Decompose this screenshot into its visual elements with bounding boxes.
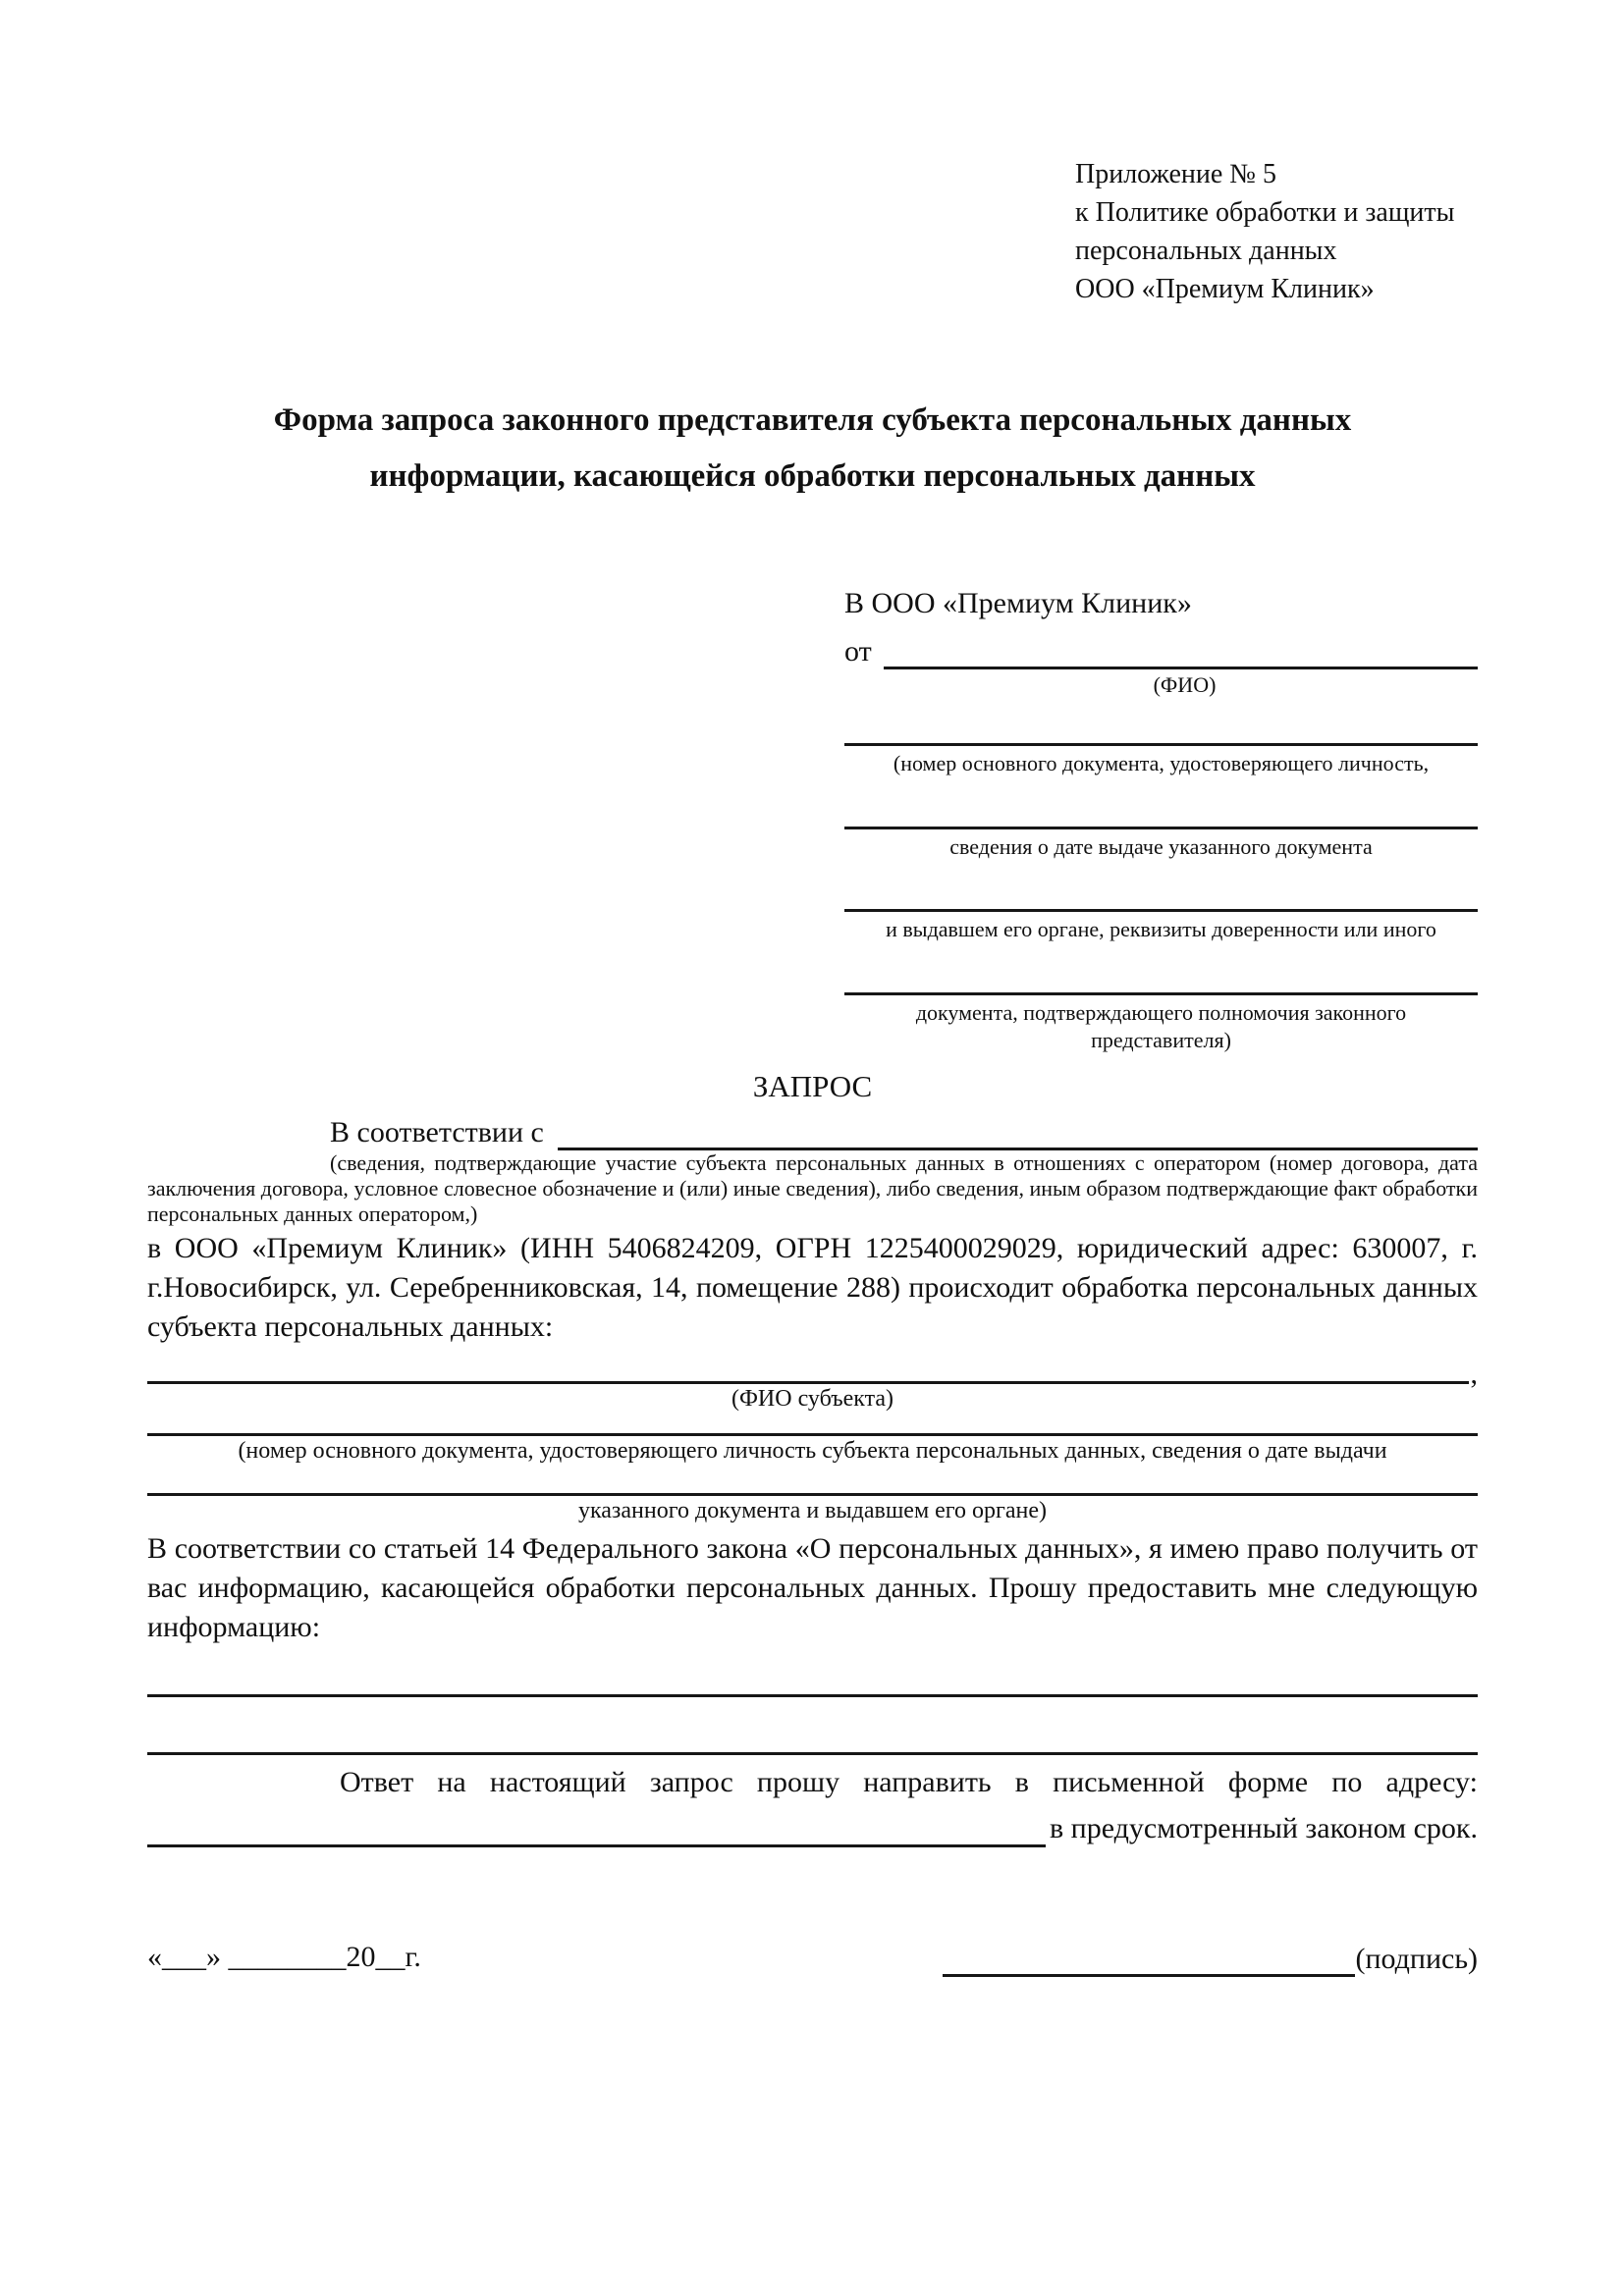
signature-caption: (подпись) <box>1355 1943 1478 1975</box>
annex-header-line-2: к Политике обработки и защиты <box>1075 197 1455 228</box>
subject-doc-caption-2: указанного документа и выдавшем его органе) <box>577 1498 1048 1523</box>
date-field: «___» ________20__г. <box>147 1941 421 1973</box>
representative-doc-caption-1: (номер основного документа, удостоверяющего личность, <box>893 751 1430 775</box>
info-blank-line-2 <box>147 1752 1478 1755</box>
operator-paragraph: в ООО «Премиум Клиник» (ИНН 5406824209, ОГРН 1225400029029, юридический адрес: 630007, г. г.Новосибирск, ул. Серебренниковская, 14, помещение 288) происходит обработка персональных данных субъекта персональных данных: <box>147 1232 1478 1343</box>
lead-row <box>147 1109 1478 1150</box>
spacer <box>844 777 1478 827</box>
answer-address-row <box>147 1804 1478 1847</box>
annex-header-line-1: Приложение № 5 <box>1075 159 1276 189</box>
info-blank-line-1 <box>147 1694 1478 1697</box>
lead-fill-line <box>558 1112 1478 1150</box>
representative-doc-line-4 <box>844 992 1478 995</box>
signature-line <box>943 1939 1355 1977</box>
representative-doc-line-2 <box>844 827 1478 829</box>
from-label: от <box>844 635 872 667</box>
representative-doc-line-1 <box>844 743 1478 746</box>
footer-row <box>147 1938 1478 1977</box>
subject-fio-row <box>147 1358 1478 1390</box>
lead-caption: (сведения, подтверждающие участие субъекта персональных данных в отношениях с оператором (номер договора, дата заключения договора, условное словесное обозначение и (или) иные сведения), либо сведения, иным образом подтверждающие факт обработки персональных данных оператором,) <box>147 1150 1478 1226</box>
spacer <box>844 699 1478 743</box>
representative-doc-line-3 <box>844 909 1478 912</box>
answer-address-line <box>147 1807 1046 1847</box>
signature-group <box>943 1939 1478 1977</box>
annex-header-line-4: ООО «Премиум Клиник» <box>1075 274 1375 304</box>
request-heading: ЗАПРОС <box>752 1069 873 1103</box>
representative-doc-caption-3: и выдавшем его органе, реквизиты доверенности или иного <box>886 917 1436 941</box>
representative-doc-caption-2: сведения о дате выдаче указанного документа <box>949 834 1373 859</box>
law-paragraph: В соответствии со статьей 14 Федерального закона «О персональных данных», я имею право получить от вас информацию, касающейся обработки персональных данных. Прошу предоставить мне следующую информацию: <box>147 1532 1478 1643</box>
lead-label: В соответствии с <box>330 1116 544 1148</box>
from-fill-line <box>884 631 1478 669</box>
representative-doc-row-3 <box>844 861 1478 943</box>
spacer <box>844 943 1478 992</box>
addressee-block <box>844 583 1478 1054</box>
representative-doc-caption-4: документа, подтверждающего полномочия законного представителя) <box>915 1000 1407 1052</box>
subject-doc-caption-1: (номер основного документа, удостоверяющего личность субъекта персональных данных, сведения о дате выдачи <box>238 1438 1387 1464</box>
document-title-line-1: Форма запроса законного представителя субъекта персональных данных <box>273 402 1352 438</box>
annex-header <box>1075 155 1478 308</box>
answer-paragraph: Ответ на настоящий запрос прошу направить в письменной форме по адресу: <box>340 1766 1478 1798</box>
document-title <box>147 393 1478 505</box>
addressee-organization: В ООО «Премиум Клиник» <box>844 587 1192 619</box>
representative-doc-row-4 <box>844 943 1478 1054</box>
subject-fio-caption: (ФИО субъекта) <box>731 1386 894 1412</box>
annex-header-line-3: персональных данных <box>1075 236 1337 266</box>
from-row <box>844 624 1478 669</box>
answer-suffix: в предусмотренный законом срок. <box>1050 1812 1478 1844</box>
representative-doc-row-1 <box>844 699 1478 777</box>
comma-mark: , <box>1470 1358 1478 1390</box>
spacer <box>844 861 1478 909</box>
representative-doc-row-2 <box>844 777 1478 861</box>
document-title-line-2: информации, касающейся обработки персональных данных <box>369 458 1256 494</box>
fio-caption: (ФИО) <box>1153 672 1217 697</box>
